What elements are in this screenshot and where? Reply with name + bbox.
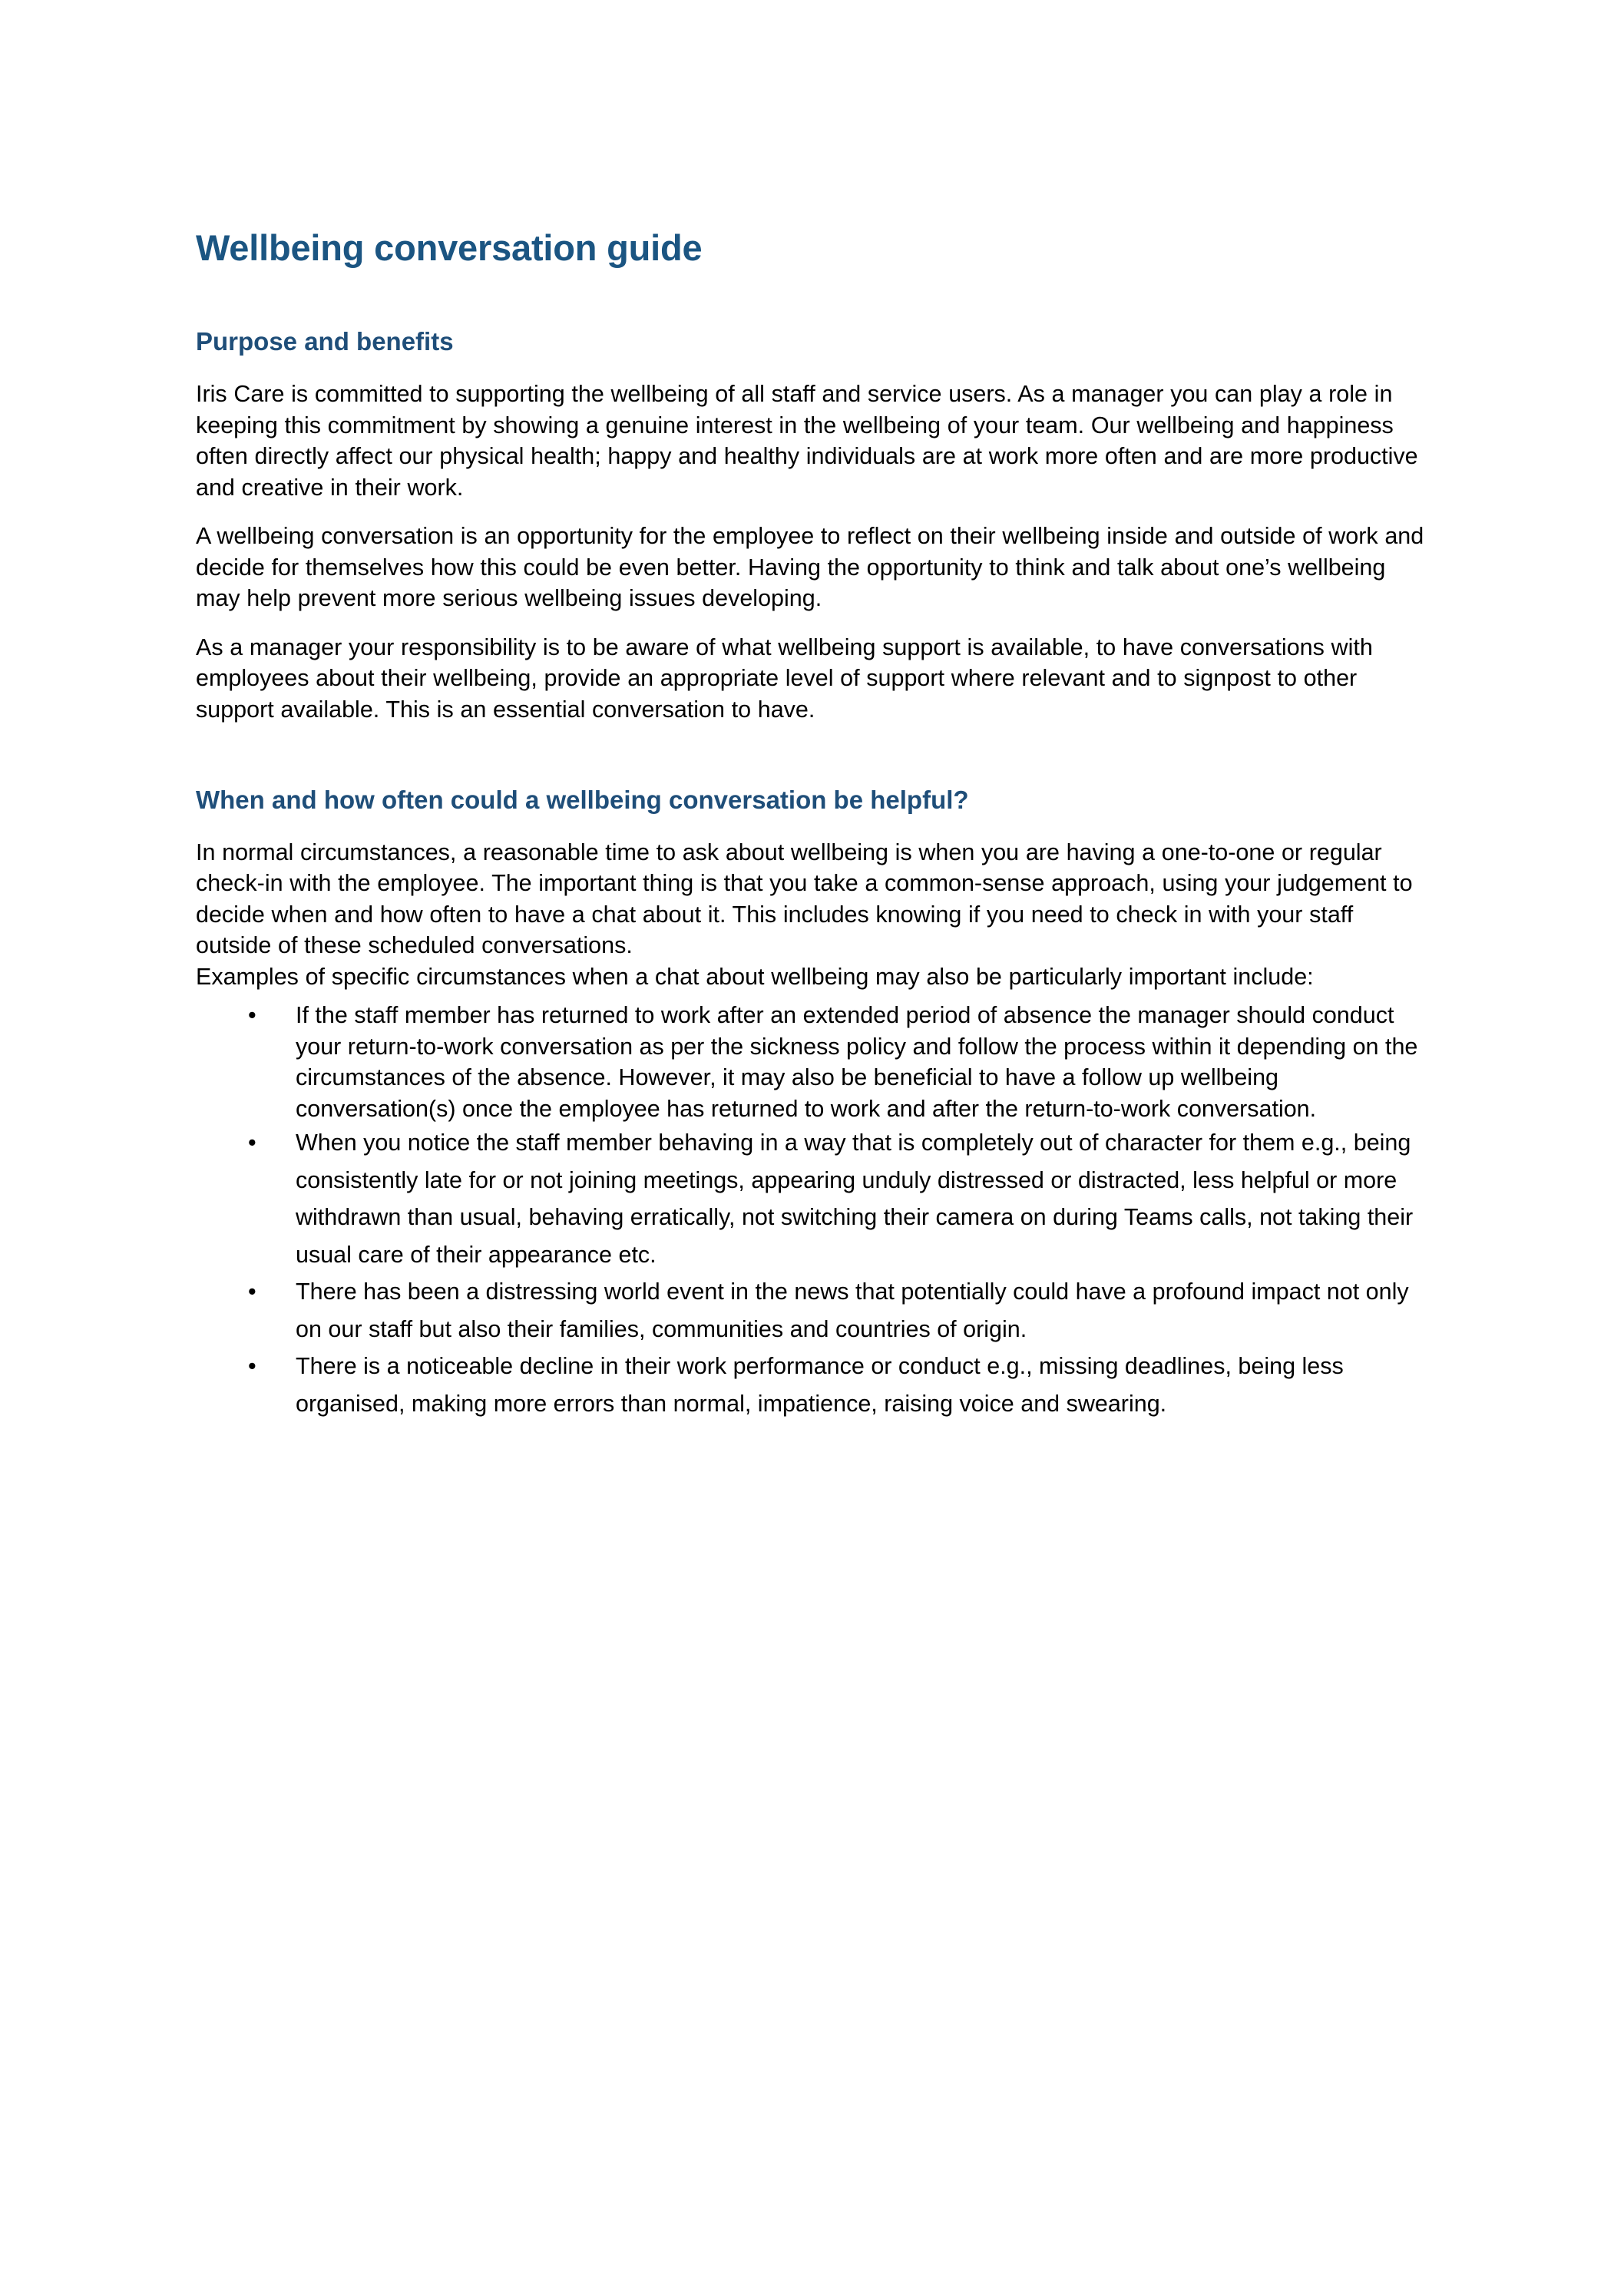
bullet-icon: • — [248, 1130, 256, 1156]
section-heading-when-and-how-often: When and how often could a wellbeing conversation be helpful? — [196, 786, 969, 815]
paragraph: Iris Care is committed to supporting the wellbeing of all staff and service users. As a manager you can play a role in keeping this commitment by showing a genuine interest in the wellbeing of your team. Our wellbeing and happiness often directly affect our physical health; happy and healthy individuals are at work more often and are more productive and creative in their work. — [196, 381, 1418, 501]
circumstances-list — [196, 1000, 1428, 1422]
list-item-label: If the staff member has returned to work after an extended period of absence the manager should conduct your return-to-work conversation as per the sickness policy and follow the process within it depending on the circumstances of the absence. However, it may also be beneficial to have a follow up wellbeing conversation(s) once the employee has returned to work and after the return-to-work conversation. — [296, 1002, 1418, 1122]
list-item — [196, 1124, 1428, 1273]
bullet-icon: • — [248, 1353, 256, 1380]
paragraph: Examples of specific circumstances when a chat about wellbeing may also be particularly important include: — [196, 963, 1314, 990]
list-item — [196, 1348, 1428, 1422]
page-title: Wellbeing conversation guide — [196, 227, 703, 268]
paragraph: As a manager your responsibility is to be aware of what wellbeing support is available, to have conversations with employees about their wellbeing, provide an appropriate level of support where relevant and to signpost to other support available. This is an essential conversation to have. — [196, 634, 1373, 723]
list-item — [196, 1273, 1428, 1348]
paragraph: A wellbeing conversation is an opportunity for the employee to reflect on their wellbeing inside and outside of work and decide for themselves how this could be even better. Having the opportunity to think and talk about one’s wellbeing may help prevent more serious wellbeing issues developing. — [196, 523, 1424, 612]
list-spacer — [196, 992, 1428, 1000]
bullet-icon: • — [248, 1279, 256, 1305]
bullet-icon: • — [248, 1002, 256, 1029]
list-item-label: There is a noticeable decline in their work performance or conduct e.g., missing deadlines, being less organised, making more errors than normal, impatience, raising voice and swearing. — [296, 1353, 1344, 1417]
paragraph: In normal circumstances, a reasonable time to ask about wellbeing is when you are having a one-to-one or regular check-in with the employee. The important thing is that you take a common-sense approach, using your judgement to decide when and how often to have a chat about it. This includes knowing if you need to check in with your staff outside of these scheduled conversations. — [196, 839, 1413, 959]
list-item-label: When you notice the staff member behaving in a way that is completely out of character for them e.g., being consistently late for or not joining meetings, appearing unduly distressed or distracted, less helpful or more withdrawn than usual, behaving erratically, not switching their camera on during Teams calls, not taking their usual care of their appearance etc. — [296, 1130, 1414, 1268]
list-item-label: There has been a distressing world event in the news that potentially could have a profound impact not only on our staff but also their families, communities and countries of origin. — [296, 1279, 1409, 1342]
list-item — [196, 1000, 1428, 1124]
document-body — [196, 0, 1428, 1422]
section-heading-purpose-and-benefits: Purpose and benefits — [196, 327, 454, 356]
